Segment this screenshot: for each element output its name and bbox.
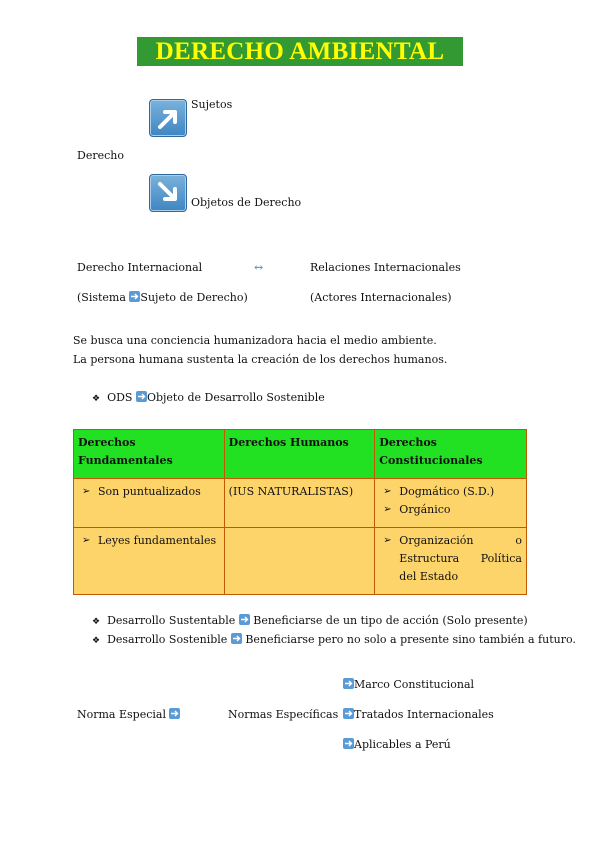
list-item: ➢ Organización o Estructura Política del Estado — [383, 534, 522, 583]
paragraph-line-2: La persona humana sustenta la creación de los derechos humanos. — [73, 353, 448, 366]
arrow-right-icon — [169, 708, 180, 719]
table-header-cell: Derechos Fundamentales — [74, 430, 225, 479]
diamond-bullet-icon: ❖ — [92, 636, 101, 646]
ods-meaning: Objeto de Desarrollo Sostenible — [146, 391, 325, 404]
table-cell — [74, 528, 225, 595]
norma-item: Marco Constitucional — [343, 678, 474, 691]
list-item: ➢ Son puntualizados — [78, 483, 220, 501]
desarrollo-meaning: Beneficiarse de un tipo de acción (Solo presente) — [253, 614, 528, 627]
diagram-top-label: Sujetos — [191, 98, 233, 111]
arrow-down-right-icon — [149, 174, 187, 212]
ods-bullet — [92, 391, 325, 404]
arrowhead-bullet-icon: ➢ — [82, 535, 91, 546]
table-row — [74, 528, 527, 595]
desarrollo-meaning: Beneficiarse pero no solo a presente sino también a futuro. — [245, 633, 576, 646]
desarrollo-term: Desarrollo Sustentable — [107, 614, 236, 627]
table-cell — [74, 479, 225, 528]
list-item: ➢ Dogmático (S.D.) — [379, 483, 522, 501]
relation-left-sub — [77, 291, 248, 304]
diamond-bullet-icon: ❖ — [92, 394, 101, 404]
rights-table — [73, 429, 527, 595]
table-header-cell: Derechos Constitucionales — [375, 430, 527, 479]
arrowhead-bullet-icon: ➢ — [82, 486, 91, 497]
table-cell — [375, 528, 527, 595]
page-title: DERECHO AMBIENTAL — [137, 37, 463, 66]
table-cell — [224, 528, 375, 595]
arrow-right-icon — [129, 291, 140, 302]
table-cell: (IUS NATURALISTAS) — [224, 479, 375, 528]
desarrollo-term: Desarrollo Sostenible — [107, 633, 228, 646]
norma-item: Aplicables a Perú — [343, 738, 451, 751]
arrow-right-icon — [343, 678, 354, 689]
table-header-row — [74, 430, 527, 479]
diamond-bullet-icon: ❖ — [92, 617, 101, 627]
arrow-right-icon — [136, 391, 147, 402]
relation-right-sub: (Actores Internacionales) — [310, 291, 452, 304]
arrow-up-right-icon — [149, 99, 187, 137]
desarrollo-bullet — [92, 614, 528, 627]
norma-middle: Normas Específicas — [228, 708, 339, 721]
norma-left: Norma Especial — [77, 708, 180, 721]
arrow-right-icon — [239, 614, 250, 625]
arrow-right-icon — [343, 738, 354, 749]
double-arrow-icon: ↔ — [254, 261, 264, 274]
relation-left-sub-b: Sujeto de Derecho) — [140, 291, 248, 304]
arrowhead-bullet-icon: ➢ — [383, 504, 392, 515]
arrowhead-bullet-icon: ➢ — [383, 486, 392, 497]
arrowhead-bullet-icon: ➢ — [383, 535, 392, 546]
diagram-center-label: Derecho — [77, 149, 124, 162]
table-header-cell: Derechos Humanos — [224, 430, 375, 479]
paragraph-line-1: Se busca una conciencia humanizadora hacia el medio ambiente. — [73, 334, 437, 347]
relation-left-sub-a: (Sistema — [77, 291, 126, 304]
arrow-right-icon — [343, 708, 354, 719]
desarrollo-bullet — [92, 633, 576, 646]
ods-label: ODS — [107, 391, 133, 404]
table-cell — [375, 479, 527, 528]
diagram-bottom-label: Objetos de Derecho — [191, 196, 302, 209]
relation-left: Derecho Internacional — [77, 261, 203, 274]
norma-item: Tratados Internacionales — [343, 708, 494, 721]
list-item: ➢ Leyes fundamentales — [78, 532, 220, 550]
arrow-right-icon — [231, 633, 242, 644]
list-item: ➢ Orgánico — [379, 501, 522, 519]
relation-right: Relaciones Internacionales — [310, 261, 461, 274]
table-row — [74, 479, 527, 528]
